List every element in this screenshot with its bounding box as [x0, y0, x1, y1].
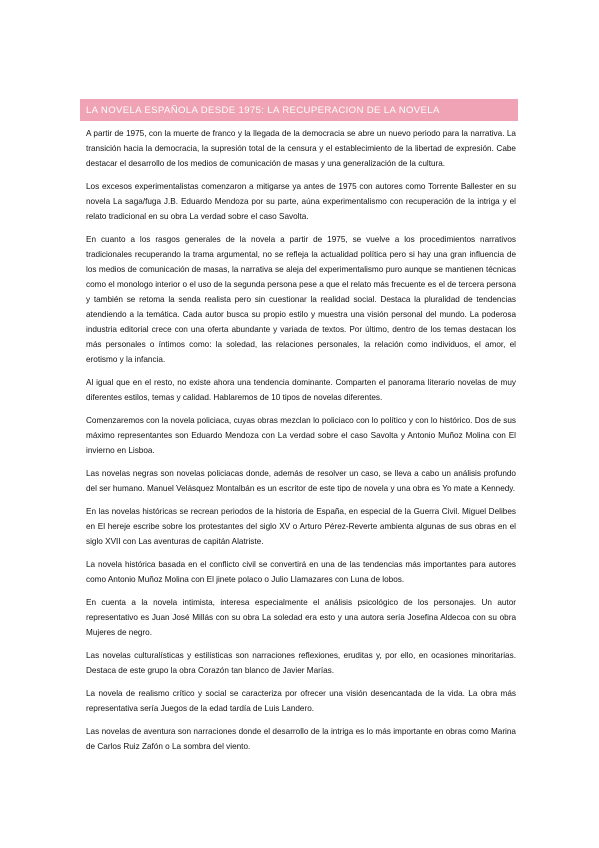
paragraph: Las novelas culturalísticas y estilísticas son narraciones reflexiones, eruditas y, por ello, en ocasiones minoritarias. Destaca de este grupo la obra Corazón tan blanco de Javier Marías.	[86, 651, 516, 675]
paragraph: Los excesos experimentalistas comenzaron a mitigarse ya antes de 1975 con autores como Torrente Ballester en su novela La saga/fuga J.B. Eduardo Mendoza por su parte, aúna experimentalismo con recuperación de la intriga y el relato tradicional en su obra La verdad sobre el caso Savolta.	[86, 182, 516, 221]
title-banner	[80, 99, 518, 121]
paragraph: Las novelas negras son novelas policiacas donde, además de resolver un caso, se lleva a cabo un análisis profundo del ser humano. Manuel Velásquez Montalbán es un escritor de este tipo de novela y una obra es Yo mate a Kennedy.	[86, 469, 516, 493]
paragraph: Comenzaremos con la novela policiaca, cuyas obras mezclan lo policiaco con lo político y con lo histórico. Dos de sus máximo representantes son Eduardo Mendoza con La verdad sobre el caso Savolta y Antonio Muñoz Molina con El invierno en Lisboa.	[86, 416, 516, 455]
paragraph: A partir de 1975, con la muerte de franco y la llegada de la democracia se abre un nuevo periodo para la narrativa. La transición hacia la democracia, la supresión total de la censura y el establecimiento de la libertad de expresión. Cabe destacar el desarrollo de los medios de comunicación de masas y una generalización de la cultura.	[86, 129, 516, 168]
paragraph: En cuenta a la novela intimista, interesa especialmente el análisis psicológico de los personajes. Un autor representativo es Juan José Millás con su obra La soledad era esto y una autora sería Josefina Aldecoa con su obra Mujeres de negro.	[86, 598, 516, 637]
paragraph: La novela histórica basada en el conflicto civil se convertirá en una de las tendencias más importantes para autores como Antonio Muñoz Molina con El jinete polaco o Julio Llamazares con Luna de lobos.	[86, 560, 516, 584]
paragraph: En las novelas históricas se recrean periodos de la historia de España, en especial de la Guerra Civil. Miguel Delibes en El hereje escribe sobre los protestantes del siglo XV o Arturo Pérez-Reverte ambienta algunas de sus obras en el siglo XVII con Las aventuras de capitán Alatriste.	[86, 507, 516, 546]
paragraph: Al igual que en el resto, no existe ahora una tendencia dominante. Comparten el panorama literario novelas de muy diferentes estilos, temas y calidad. Hablaremos de 10 tipos de novelas diferentes.	[86, 378, 516, 402]
paragraph: Las novelas de aventura son narraciones donde el desarrollo de la intriga es lo más importante en obras como Marina de Carlos Ruiz Zafón o La sombra del viento.	[86, 727, 516, 751]
paragraph: En cuanto a los rasgos generales de la novela a partir de 1975, se vuelve a los procedimientos narrativos tradicionales recuperando la trama argumental, no se refleja la actualidad política pero si hay una gran influencia de los medios de comunicación de masas, la narrativa se aleja del experimentalismo puro aunque se mantienen técnicas como el monologo interior o el uso de la segunda persona pese a que el relato más frecuente es el de tercera persona y también se retoma la senda realista pero sin cuestionar la realidad social. Destaca la pluralidad de tendencias atendiendo a la temática. Cada autor busca su propio estilo y muestra una visión personal del mundo. La poderosa industria editorial crece con una oferta abundante y variada de textos. Por último, dentro de los temas destacan los más personales o íntimos como: la soledad, las relaciones personales, la relación como individuos, el amor, el erotismo y la infancia.	[86, 235, 516, 364]
document-body	[86, 126, 516, 762]
paragraph: La novela de realismo crítico y social se caracteriza por ofrecer una visión desencantada de la vida. La obra más representativa sería Juegos de la edad tardía de Luis Landero.	[86, 689, 516, 713]
page-title: LA NOVELA ESPAÑOLA DESDE 1975: LA RECUPERACION DE LA NOVELA	[86, 104, 440, 116]
